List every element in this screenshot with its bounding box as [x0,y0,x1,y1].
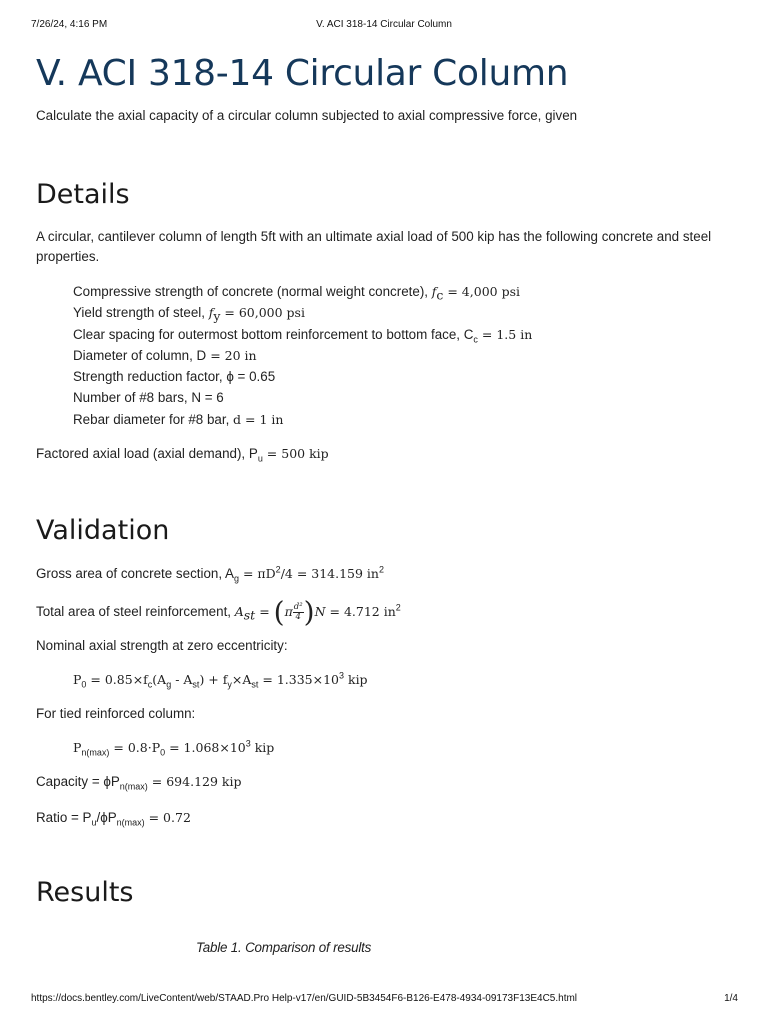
page-title: V. ACI 318-14 Circular Column [36,53,569,94]
pn-equation: $P_{n(max)} = 0.8\cdot P_0 = 1.068\times 10^3$ kip [73,738,275,758]
capacity-line: Capacity = $\phi P_{n(max)} = 694.129$ kip [36,774,242,792]
print-page-number: 1/4 [724,993,738,1004]
steel-fraction: $\frac{\text{d²}}{4}$ [293,602,303,623]
property-item: Yield strength of steel, $f_y = 60,000$ psi [73,305,305,324]
print-header [0,19,768,33]
print-datetime: 7/26/24, 4:16 PM [31,19,108,30]
property-item: Clear spacing for outermost bottom reinforcement to bottom face, $C_c = 1.5$ in [73,326,533,345]
table-caption: Table 1. Comparison of results [196,940,372,955]
print-title: V. ACI 318-14 Circular Column [316,19,452,30]
print-footer [0,993,768,1007]
print-url: https://docs.bentley.com/LiveContent/web/STAAD.Pro Help-v17/en/GUID-5B3454F6-B126-E478-4934-09173F13E4C5.html [31,993,578,1004]
validation-heading: Validation [36,515,170,547]
details-description: A circular, cantilever column of length 5ft with an ultimate axial load of 500 kip has the following concrete and steel properties. [36,229,712,264]
document-content [36,50,736,910]
factored-load: Factored axial load (axial demand), $P_u = 500$ kip [36,446,329,464]
details-heading: Details [36,179,130,210]
p0-equation: $P_0 = 0.85\times f_c(A_g - A_{st}) + f_y\times A_{st} = 1.335\times 10^3$ kip [73,670,368,690]
property-item: Number of #8 bars, N = 6 [73,390,224,406]
property-item: Diameter of column, D = 20 in [73,347,257,363]
page-intro: Calculate the axial capacity of a circular column subjected to axial compressive force, given [36,108,578,123]
nominal-label: Nominal axial strength at zero eccentricity: [36,638,288,654]
gross-area-eq: Gross area of concrete section, $A_g = \pi D^2/4 = 314.159$ $in^2$ [36,564,385,584]
property-item: Compressive strength of concrete (normal weight concrete), $f_c = 4,000$ psi [73,284,520,303]
results-heading: Results [36,877,134,909]
ratio-line: Ratio = $P_u/\phi P_{n(max)} = 0.72$ [36,810,191,828]
steel-area-eq: Total area of steel reinforcement, $A_{st} = (\pi$ $\frac{\text{d²}}{4}$ )N = 4.712 $in^2$ [36,595,401,629]
property-item: Strength reduction factor, ϕ = 0.65 [73,369,276,385]
tied-label: For tied reinforced column: [36,706,196,722]
property-list [36,281,736,430]
property-item: Rebar diameter for #8 bar, d = 1 in [73,411,284,427]
